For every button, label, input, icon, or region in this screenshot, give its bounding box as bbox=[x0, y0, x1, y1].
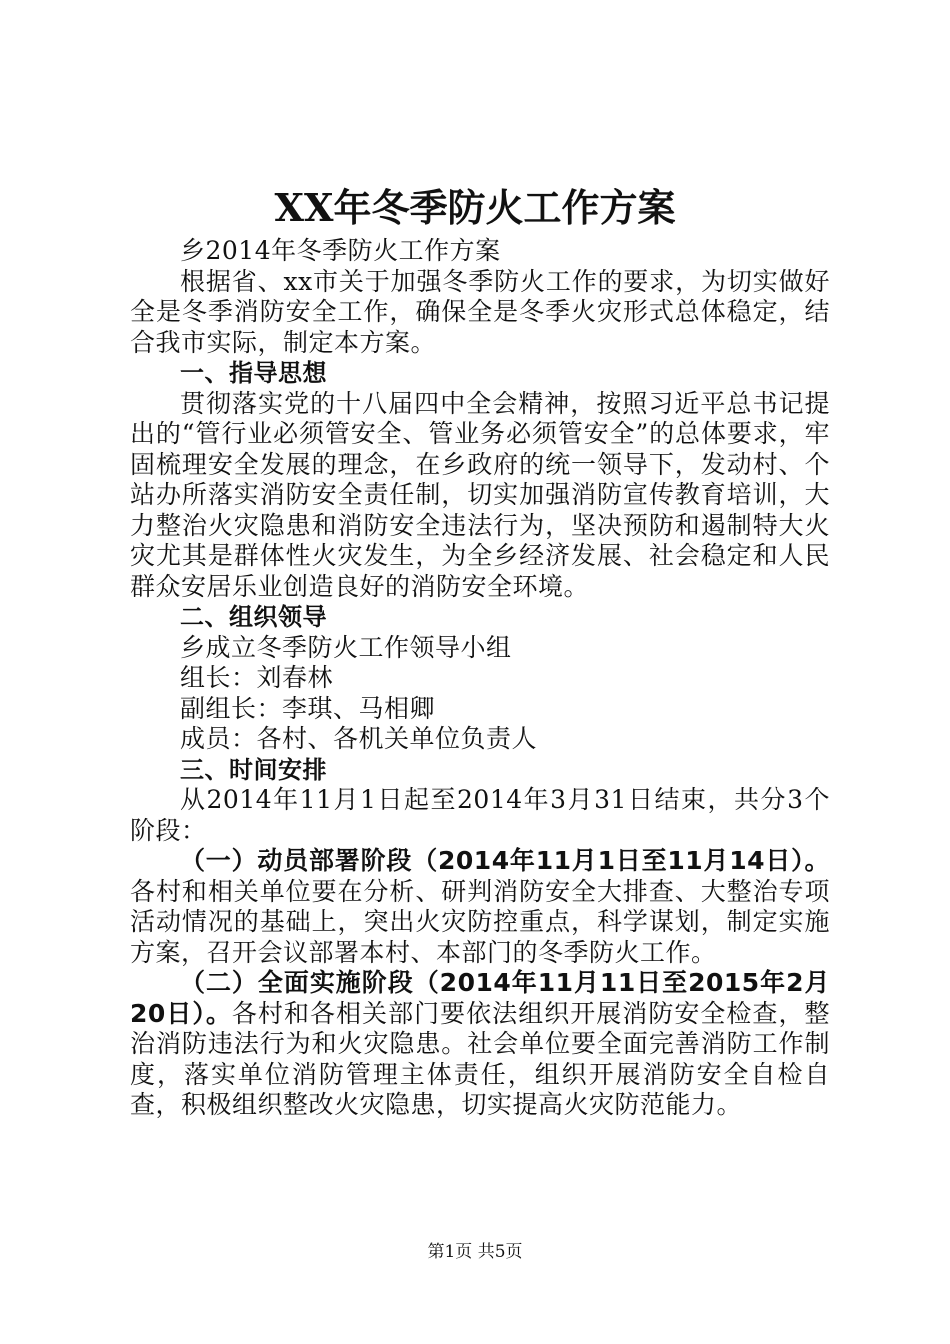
phase-text: 各村和相关单位要在分析、研判消防安全大排查、大整治专项活动情况的基础上，突出火灾防控重点，科学谋划，制定实施方案，召开会议部署本村、本部门的冬季防火工作。 bbox=[130, 876, 830, 967]
phase-text: 各村和各相关部门要依法组织开展消防安全检查，整治消防违法行为和火灾隐患。社会单位要全面完善消防工作制度，落实单位消防管理主体责任，组织开展消防安全自检自查，积极组织整改火灾隐患，切实提高火灾防范能力。 bbox=[130, 998, 830, 1119]
document-title: XX年冬季防火工作方案 bbox=[274, 185, 676, 230]
phase-title: （二）全面实施阶段（2014年11月11日至2015年2月20日）。 bbox=[130, 968, 830, 1028]
page-footer: 第1页 共5页 bbox=[427, 1242, 523, 1262]
organization-line: 成员：各村、各机关单位负责人 bbox=[180, 724, 538, 753]
organization-line: 乡成立冬季防火工作领导小组 bbox=[180, 632, 512, 662]
schedule-paragraph: 从2014年11月1日起至2014年3月31日结束，共分3个阶段： bbox=[130, 785, 830, 845]
phase-title: （一）动员部署阶段（2014年11月1日至11月14日）。 bbox=[180, 846, 830, 875]
intro-paragraph: 根据省、xx市关于加强冬季防火工作的要求，为切实做好全是冬季消防安全工作，确保全是冬季火灾形式总体稳定，结合我市实际，制定本方案。 bbox=[130, 266, 830, 357]
organization-line: 组长：刘春林 bbox=[180, 663, 334, 692]
organization-line: 副组长：李琪、马相卿 bbox=[180, 693, 436, 723]
document-body bbox=[130, 236, 830, 1121]
section-heading-organization: 二、组织领导 bbox=[180, 603, 327, 631]
section-heading-guiding-thought: 一、指导思想 bbox=[180, 359, 327, 387]
subtitle-line: 乡2014年冬季防火工作方案 bbox=[180, 236, 501, 265]
section-heading-schedule: 三、时间安排 bbox=[180, 755, 327, 784]
phase-paragraph bbox=[130, 968, 830, 1121]
phase-paragraph bbox=[130, 846, 830, 968]
guiding-thought-paragraph: 贯彻落实党的十八届四中全会精神，按照习近平总书记提出的“管行业必须管安全、管业务必须管安全”的总体要求，牢固梳理安全发展的理念，在乡政府的统一领导下，发动村、个站办所落实消防安全责任制，切实加强消防宣传教育培训，大力整治火灾隐患和消防安全违法行为，坚决预防和遏制特大火灾尤其是群体性火灾发生，为全乡经济发展、社会稳定和人民群众安居乐业创造良好的消防安全环境。 bbox=[130, 388, 830, 601]
